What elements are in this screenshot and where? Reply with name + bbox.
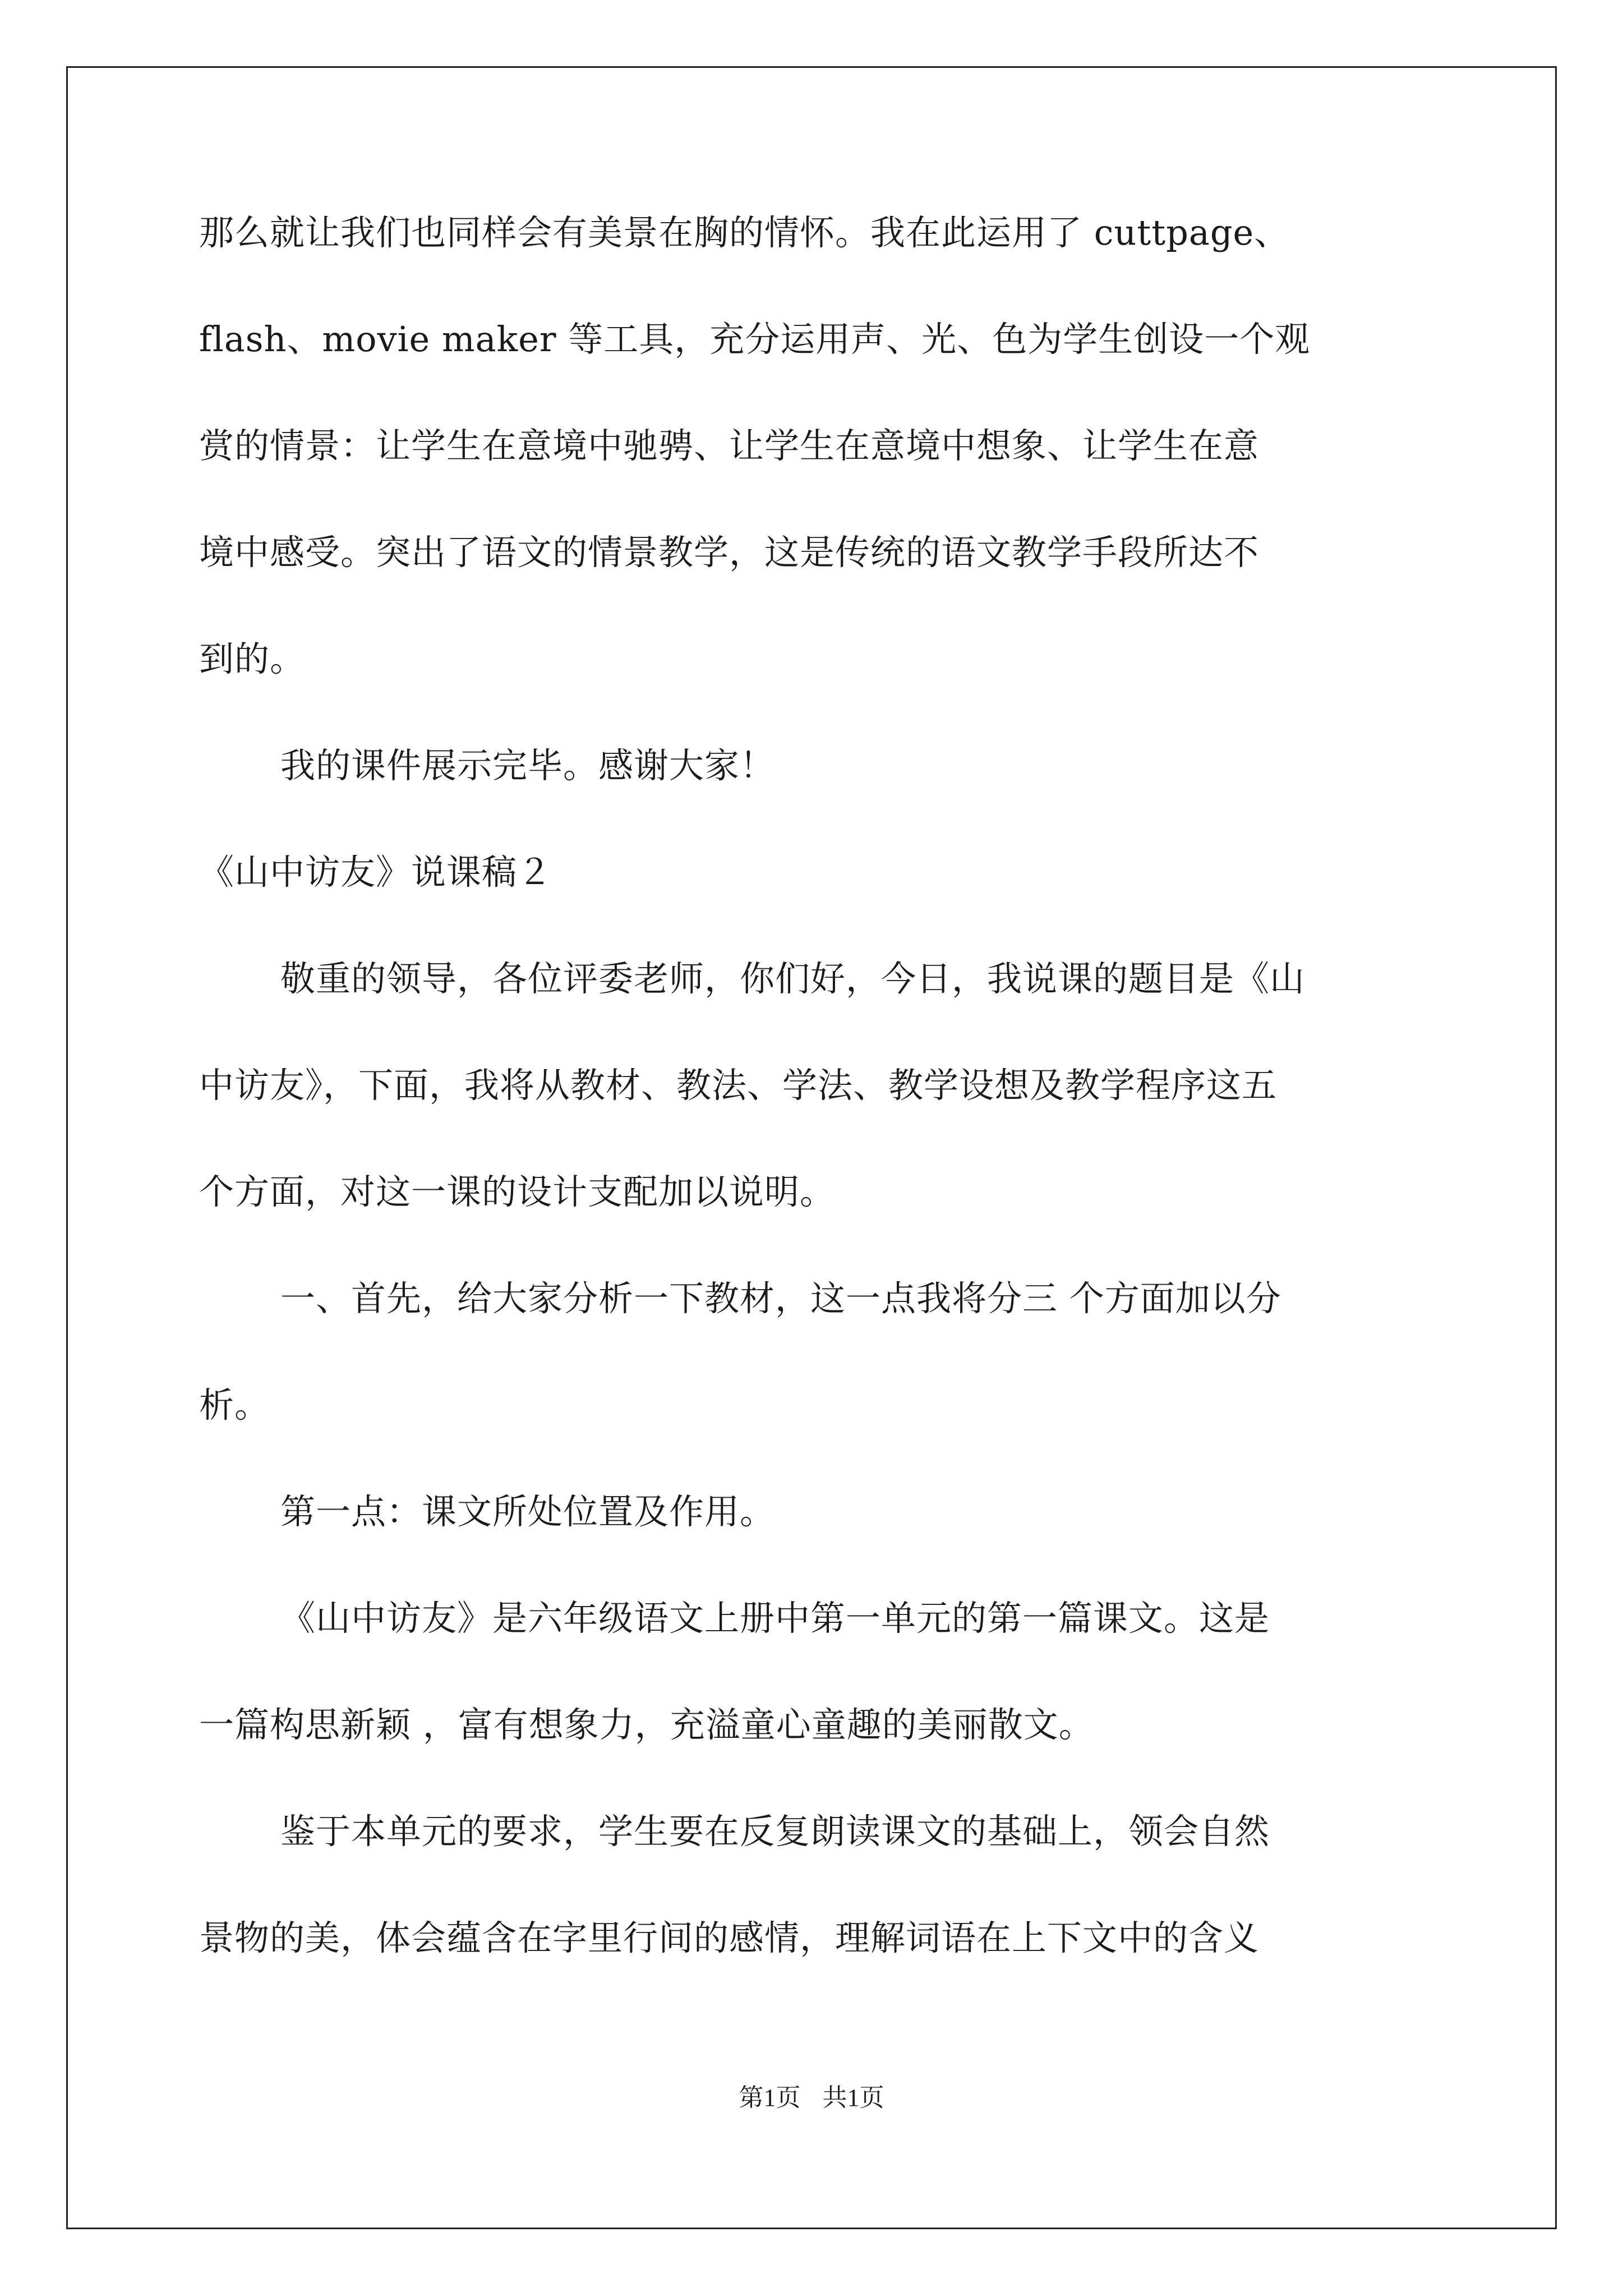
text-line: 一、首先，给大家分析一下教材，这一点我将分三 个方面加以分 <box>280 1278 1281 1319</box>
text-line: flash、movie maker 等工具，充分运用声、光、色为学生创设一个观 <box>199 319 1311 360</box>
text-line: 那么就让我们也同样会有美景在胸的情怀。我在此运用了 cuttpage、 <box>199 212 1290 253</box>
page-total: 共1页 <box>822 2084 884 2111</box>
text-line: 鉴于本单元的要求，学生要在反复朗读课文的基础上，领会自然 <box>280 1811 1270 1852</box>
text-line: 中访友》，下面，我将从教材、教法、学法、教学设想及教学程序这五 <box>199 1065 1278 1106</box>
text-line: 境中感受。突出了语文的情景教学，这是传统的语文教学手段所达不 <box>199 532 1260 573</box>
section-title: 《山中访友》说课稿２ <box>199 852 553 892</box>
text-line: 景物的美，体会蕴含在字里行间的感情，理解词语在上下文中的含义 <box>199 1917 1260 1958</box>
text-line: 析。 <box>199 1384 270 1425</box>
page-border <box>66 66 1557 2229</box>
text-line: 个方面，对这一课的设计支配加以说明。 <box>199 1171 836 1212</box>
text-line: 《山中访友》是六年级语文上册中第一单元的第一篇课文。这是 <box>280 1598 1270 1639</box>
text-line: 我的课件展示完毕。感谢大家！ <box>280 745 776 786</box>
text-line: 到的。 <box>199 638 306 679</box>
page-footer <box>0 2081 1623 2115</box>
page-number: 第1页 <box>739 2084 801 2111</box>
text-line: 第一点：课文所处位置及作用。 <box>280 1491 776 1532</box>
text-line: 一篇构思新颖 ，富有想象力，充溢童心童趣的美丽散文。 <box>199 1704 1094 1745</box>
text-line: 敬重的领导，各位评委老师，你们好，今日，我说课的题目是《山 <box>280 958 1306 999</box>
text-line: 赏的情景：让学生在意境中驰骋、让学生在意境中想象、让学生在意 <box>199 425 1260 466</box>
